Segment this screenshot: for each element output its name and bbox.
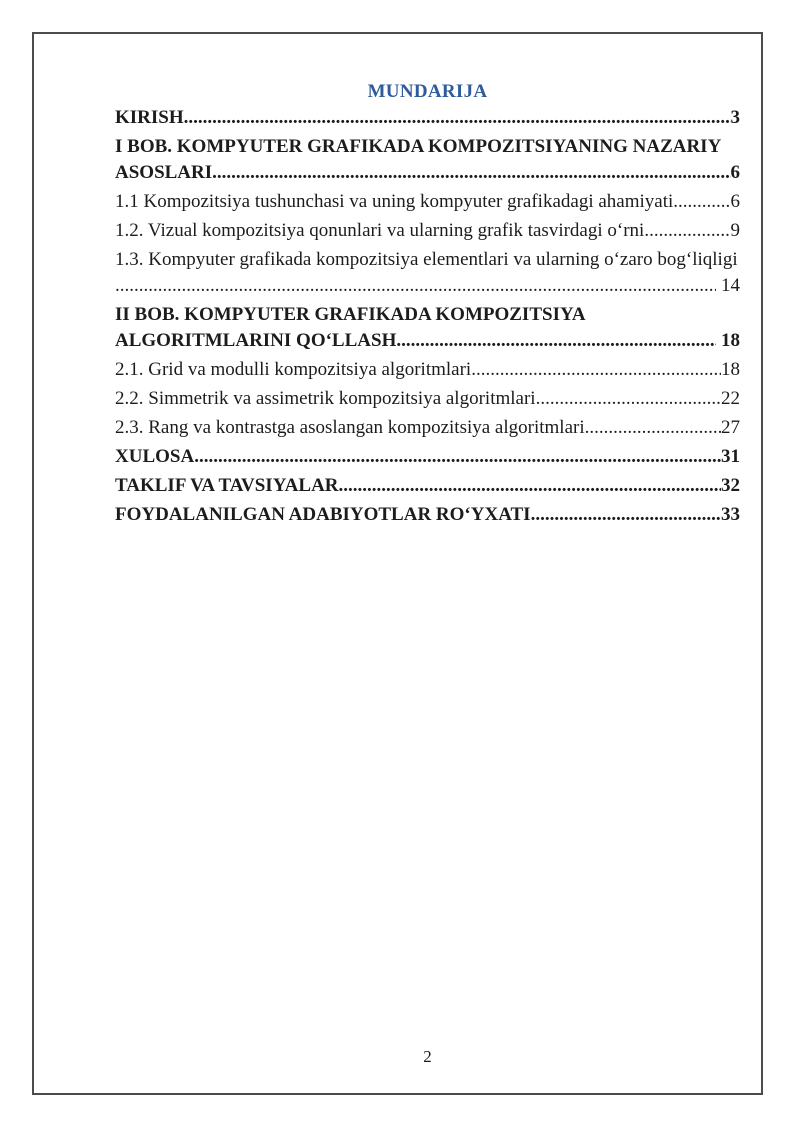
toc-entry-text: 2.2. Simmetrik va assimetrik kompozitsiya algoritmlari: [115, 388, 536, 409]
toc-dot-leader: [644, 218, 730, 244]
toc-page-number: 33: [721, 504, 740, 525]
toc-page-number: 9: [730, 220, 740, 241]
toc-entry[interactable]: [115, 415, 740, 441]
toc-entry[interactable]: [115, 473, 740, 499]
toc-entry-text: I BOB. KOMPYUTER GRAFIKADA KOMPOZITSIYANING NAZARIY: [115, 136, 722, 157]
toc-dot-leader: [531, 502, 721, 528]
toc-dot-leader: [212, 160, 730, 186]
toc-page-number: 18: [721, 359, 740, 380]
toc-dot-leader: [184, 105, 731, 131]
toc-entry[interactable]: [115, 134, 740, 160]
toc-entry-text: XULOSA: [115, 446, 195, 467]
toc-entry[interactable]: [115, 105, 740, 131]
toc-dot-leader: [194, 444, 721, 470]
toc-dot-leader: [115, 273, 716, 299]
toc-entry-text: 1.1 Kompozitsiya tushunchasi va uning kompyuter grafikadagi ahamiyati: [115, 191, 674, 212]
toc-entry[interactable]: [115, 247, 740, 273]
toc-entry-text: ALGORITMLARINI QO‘LLASH: [115, 330, 397, 351]
toc-dot-leader: [339, 473, 721, 499]
toc-list: [115, 105, 740, 528]
toc-entry-text: II BOB. KOMPYUTER GRAFIKADA KOMPOZITSIYA: [115, 304, 586, 325]
toc-entry-text: 2.3. Rang va kontrastga asoslangan kompozitsiya algoritmlari: [115, 417, 585, 438]
toc-entry-text: ASOSLARI: [115, 162, 213, 183]
toc-page-number: 18: [716, 330, 740, 351]
footer-page-number: 2: [423, 1047, 432, 1066]
toc-page-number: 6: [730, 162, 740, 183]
toc-dot-leader: [673, 189, 730, 215]
toc-entry[interactable]: [115, 328, 740, 354]
toc-entry[interactable]: [115, 444, 740, 470]
toc-entry-text: 1.3. Kompyuter grafikada kompozitsiya elementlari va ularning o‘zaro bog‘liqligi: [115, 249, 738, 270]
toc-page-number: 3: [730, 107, 740, 128]
toc-entry[interactable]: [115, 218, 740, 244]
toc-dot-leader: [396, 328, 716, 354]
toc-entry[interactable]: [115, 386, 740, 412]
toc-page-number: 31: [721, 446, 740, 467]
toc-dot-leader: [536, 386, 721, 412]
toc-entry-text: FOYDALANILGAN ADABIYOTLAR RO‘YXATI: [115, 504, 531, 525]
toc-dot-leader: [585, 415, 721, 441]
toc-entry[interactable]: [115, 160, 740, 186]
toc-entry-text: KIRISH: [115, 107, 184, 128]
toc-entry[interactable]: [115, 273, 740, 299]
toc-entry[interactable]: [115, 357, 740, 383]
toc-page-number: 27: [721, 417, 740, 438]
toc-page-number: 32: [721, 475, 740, 496]
toc-entry[interactable]: [115, 189, 740, 215]
toc-entry-text: TAKLIF VA TAVSIYALAR: [115, 475, 339, 496]
toc-content: [115, 79, 740, 531]
page-title: MUNDARIJA: [367, 81, 488, 102]
toc-page-number: 14: [716, 275, 740, 296]
toc-dot-leader: [471, 357, 721, 383]
toc-page-number: 22: [721, 388, 740, 409]
toc-entry-text: 2.1. Grid va modulli kompozitsiya algoritmlari: [115, 359, 472, 380]
toc-entry-text: 1.2. Vizual kompozitsiya qonunlari va ularning grafik tasvirdagi o‘rni: [115, 220, 645, 241]
toc-page-number: 6: [730, 191, 740, 212]
toc-entry[interactable]: [115, 302, 740, 328]
toc-entry[interactable]: [115, 502, 740, 528]
